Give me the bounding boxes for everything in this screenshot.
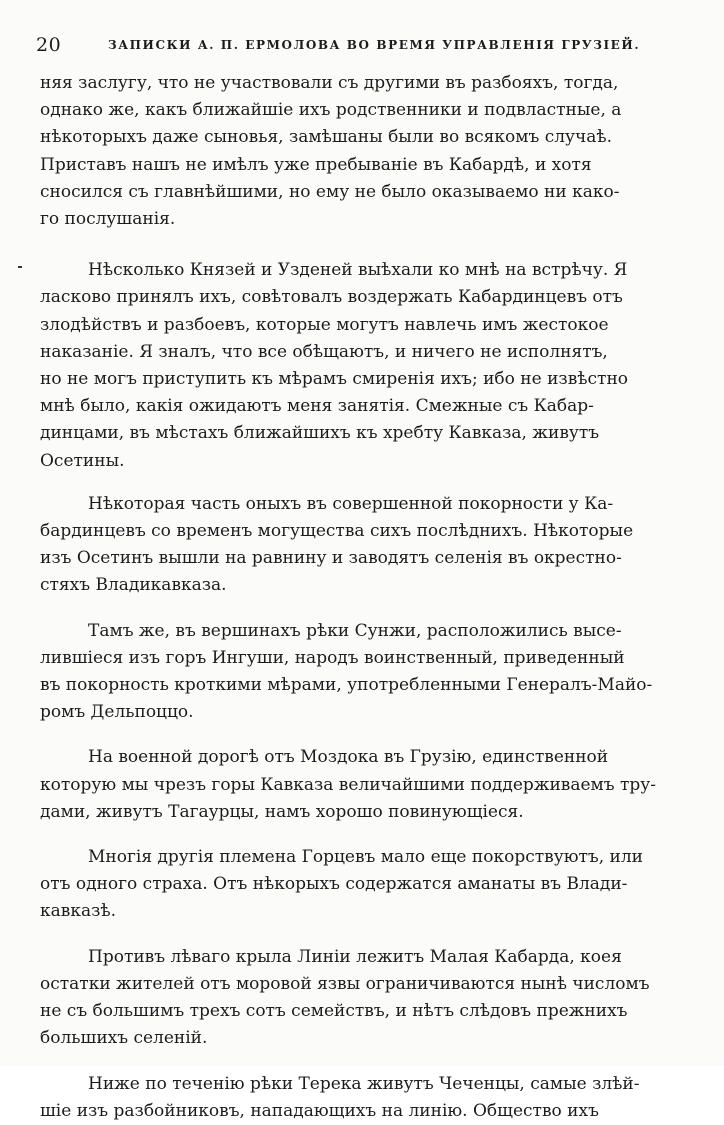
text-line: не съ большимъ трехъ сотъ семействъ, и нѣтъ слѣдовъ прежнихъ <box>40 1001 628 1022</box>
text-line: динцами, въ мѣстахъ ближайшихъ къ хребту Кавказа, живутъ <box>40 423 600 444</box>
text-line: Противъ лѣваго крыла Линіи лежитъ Малая Кабарда, коея <box>88 946 622 967</box>
text-line: изъ Осетинъ вышли на равнину и заводятъ селенія въ окрестно- <box>40 548 622 569</box>
paragraph <box>40 70 660 233</box>
text-line: шіе изъ разбойниковъ, нападающихъ на линію. Общество ихъ <box>40 1100 599 1121</box>
paragraph <box>40 944 660 1053</box>
text-line: мнѣ было, какія ожидаютъ меня занятія. Смежные съ Кабар- <box>40 396 594 417</box>
paragraph <box>40 618 660 727</box>
text-line: въ покорность кроткими мѣрами, употребленными Генералъ-Майо- <box>40 675 653 696</box>
running-head: ЗАПИСКИ А. П. ЕРМОЛОВА ВО ВРЕМЯ УПРАВЛЕНІЯ ГРУЗІЕЙ. <box>108 38 641 52</box>
paragraph <box>40 744 660 826</box>
text-line: отъ одного страха. Отъ нѣкорыхъ содержатся аманаты въ Влади- <box>40 874 628 895</box>
text-line: го послушанія. <box>40 209 176 230</box>
text-line: Многія другія племена Горцевъ мало еще покорствуютъ, или <box>88 847 643 868</box>
text-line: ласково принялъ ихъ, совѣтовалъ воздержать Кабардинцевъ отъ <box>40 287 623 308</box>
text-line: нѣкоторыхъ даже сыновья, замѣшаны были во всякомъ случаѣ. <box>40 127 613 148</box>
text-line: дами, живутъ Тагаурцы, намъ хорошо повинующіеся. <box>40 801 524 822</box>
text-line: однако же, какъ ближайшіе ихъ родственники и подвластные, а <box>40 100 622 121</box>
text-line: Тамъ же, въ вершинахъ рѣки Сунжи, расположились высе- <box>88 620 622 641</box>
text-line: которую мы чрезъ горы Кавказа величайшими поддерживаемъ тру- <box>40 774 657 795</box>
body-text <box>40 70 660 1125</box>
text-line: няя заслугу, что не участвовали съ другими въ разбояхъ, тогда, <box>40 73 619 93</box>
text-line: кавказѣ. <box>40 901 117 922</box>
paragraph <box>40 1071 660 1125</box>
text-line: но не могъ приступить къ мѣрамъ смиренія ихъ; ибо не извѣстно <box>40 369 629 390</box>
text-line: Нѣсколько Князей и Узденей выѣхали ко мнѣ на встрѣчу. Я <box>88 260 628 281</box>
text-line: остатки жителей отъ моровой язвы ограничиваются нынѣ числомъ <box>40 973 650 994</box>
text-line: большихъ селеній. <box>40 1028 208 1049</box>
paragraph <box>40 257 660 475</box>
text-line: Осетины. <box>40 450 125 471</box>
paragraph <box>40 491 660 600</box>
text-line: Ниже по теченію рѣки Терека живутъ Чеченцы, самые злѣй- <box>88 1073 640 1094</box>
paragraph <box>40 844 660 926</box>
text-line: сносился съ главнѣйшими, но ему не было оказываемо ни како- <box>40 181 620 202</box>
margin-mark <box>18 266 22 268</box>
text-line: стяхъ Владикавказа. <box>40 575 227 596</box>
text-line: наказаніе. Я зналъ, что все обѣщаютъ, и ничего не исполнятъ, <box>40 341 608 362</box>
page-header <box>36 34 676 58</box>
page-number: 20 <box>36 34 62 56</box>
text-line: Приставъ нашъ не имѣлъ уже пребываніе въ Кабардѣ, и хотя <box>40 154 592 175</box>
text-line: На военной дорогѣ отъ Моздока въ Грузію, единственной <box>88 747 609 768</box>
text-line: злодѣйствъ и разбоевъ, которые могутъ навлечь имъ жестокое <box>40 314 609 335</box>
text-line: Нѣкоторая часть оныхъ въ совершенной покорности у Ка- <box>88 493 614 514</box>
text-line: ромъ Дельпоццо. <box>40 702 194 723</box>
text-line: бардинцевъ со временъ могущества сихъ послѣднихъ. Нѣкоторые <box>40 521 634 542</box>
text-line: лившіеся изъ горъ Ингуши, народъ воинственный, приведенный <box>40 647 625 668</box>
